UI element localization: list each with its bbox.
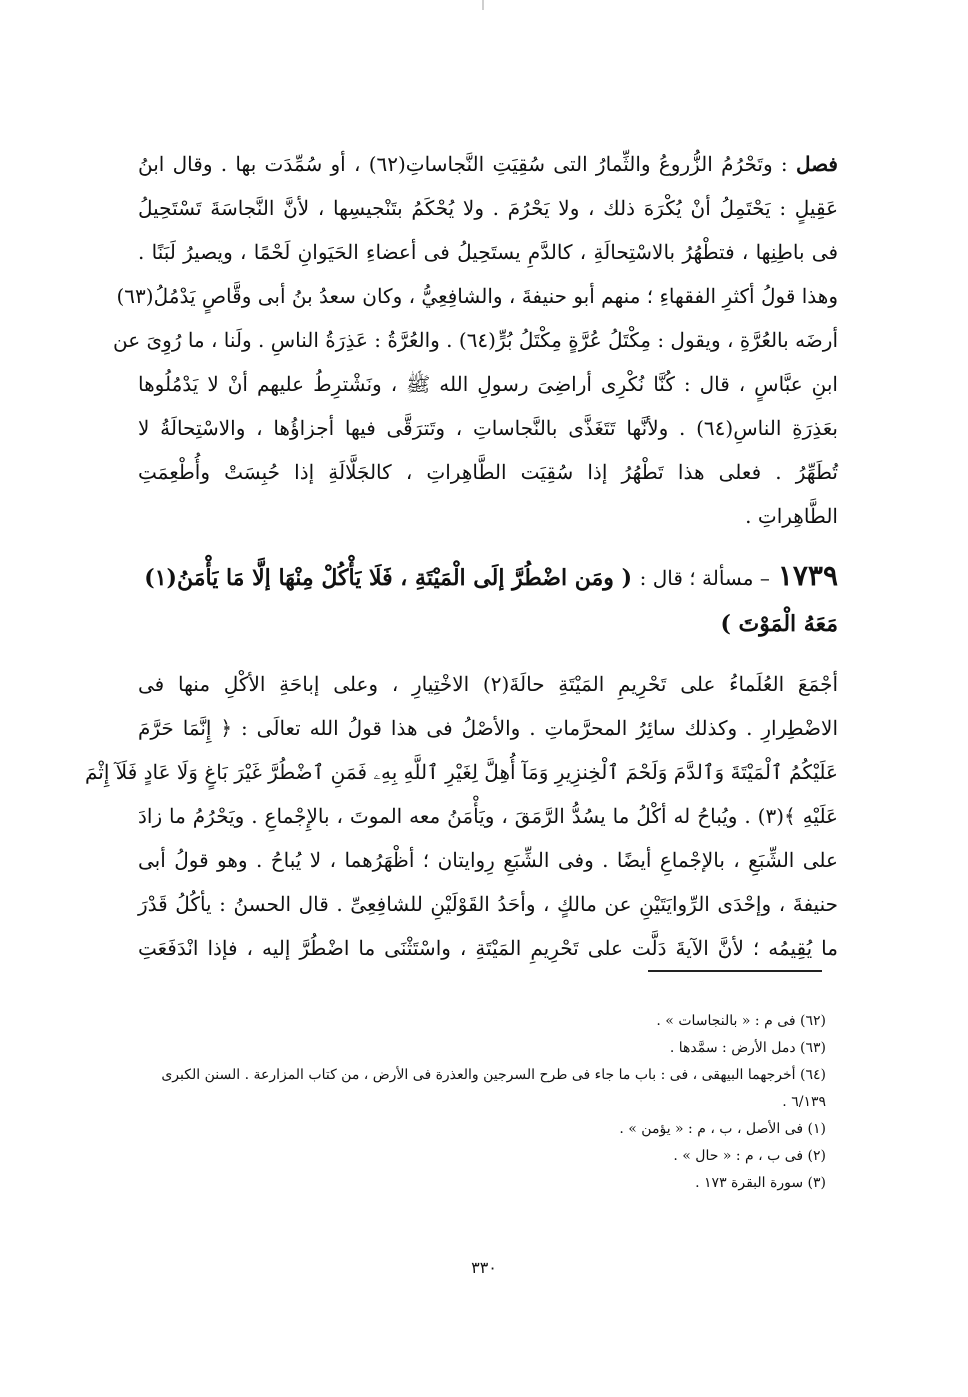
paragraph-line: بعَذِرَةِ الناسِ(٦٤) . ولأنَّها تَتَغَذَّى بالنَّجاساتِ ، وتَترَقَّى فيها أجزاؤُها ، والاسْتِحالَةُ لا: [138, 416, 838, 440]
section-gap: [138, 648, 838, 662]
footnote: (٦٣) دمل الأرض : سمَّدها .: [669, 1040, 826, 1056]
paragraph-line: ما يُقِيمُه ؛ لأنَّ الآيةَ دَلَّت على تَحْرِيمِ المَيْتَةِ ، واسْتَثْنَى ما اضْطُرَّ إليه ، فإذا انْدَفَعَتِ: [138, 936, 838, 960]
footnote: (٢) فى ب ، م : « حال » .: [673, 1148, 826, 1164]
paragraph-line: فى باطِنِها ، فتطْهُرُ بالاسْتِحالَةِ ، كالدَّمِ يستَحِيلُ فى أعضاءِ الحَيَوانِ لَحْمًا ، ويصيرُ لَبَنًا .: [138, 240, 838, 264]
masala-quote: ( ومَن اضْطُرَّ إلَى الْمَيْتَةِ ، فَلَا يَأْكُلْ مِنْهَا إلَّا مَا يَأْمَنُ(١): [144, 565, 632, 591]
paragraph-line: عَلَيْهِ ﴾(٣) . ويُباحُ له أكْلُ ما يسُدُّ الرَّمَقَ ، ويَأْمَنُ معه الموتَ ، بالإِجْماعِ . ويَحْرُمُ ما زادَ: [138, 804, 838, 828]
main-text: [84, 142, 839, 970]
page-number: ٣٣٠: [471, 1258, 497, 1277]
paragraph-line: تُطَهِّرُ . فعلى هذا تَطْهُرُ إذا سُقِيَت الطَّاهِراتِ ، كالجَلَّالَةِ إذا حُبِسَتْ وأُطْعِمَتِ: [138, 460, 838, 484]
masala-label: – مسألة ؛ قال :: [639, 566, 770, 590]
paragraph-line: فصل : وتَحْرُمُ الزُّروعُ والثِّمارُ التى سُقِيَتِ النَّجاساتِ(٦٢) ، أو سُمِّدَت بها . وقال ابنُ: [138, 152, 838, 176]
paragraph-line: عَلَيْكُمُ ٱلْمَيْتَةَ وَٱلدَّمَ وَلَحْمَ ٱلْخِنزِيرِ وَمَآ أُهِلَّ لِغَيْرِ ٱللَّهِ بِهِۦ فَمَنِ ٱضْطُرَّ غَيْرَ بَاغٍ وَلَا عَادٍ فَلَآ إِثْمَ: [84, 760, 838, 784]
masala-heading: [138, 552, 838, 600]
footnote: (٦٤) أخرجهما البيهقى ، فى : باب ما جاء فى طرح السرجين والعذرة فى الأرض ، من كتاب المزارعة . السنن الكبرى: [161, 1067, 826, 1083]
paragraph-line: الاضْطِرارِ . وكذلك سائِرُ المحرَّماتِ . والأصْلُ فى هذا قولُ الله تعالَى : ﴿ إِنَّمَا حَرَّمَ: [138, 716, 838, 740]
paragraph-line: حنيفةَ ، وإحْدَى الرِّوايَتَيْنِ عن مالكٍ ، وأحَدُ القَوْلَيْنِ للشافِعِىِّ . قال الحسنُ : يأكُلُ قَدْرَ: [138, 892, 838, 916]
paragraph-line: الطَّاهِراتِ .: [745, 504, 838, 528]
section-gap: [138, 538, 838, 552]
paragraph-line: وهذا قولُ أكثرِ الفقهاءِ ؛ منهم أبو حنيفةَ ، والشافِعِيُّ ، وكان سعدُ بنُ أبى وقَّاصٍ يَدْمُلُ(٦٣): [116, 284, 838, 308]
footnotes: [126, 1008, 826, 1197]
paragraph-line: ابنِ عبَّاسٍ ، قال : كُنَّا نُكْرِى أراضِىَ رسولِ الله ﷺ ، ونَشْترِطُ عليهم أنْ لا يَدْمُلُوها: [138, 372, 838, 396]
section-term: فصل: [795, 152, 838, 176]
footnote: (١) فى الأصل ، ب ، م : « يؤمن » .: [619, 1121, 826, 1137]
paragraph-line: عَقِيلٍ : يَحْتَمِلُ أنْ يُكْرَهَ ذلك ، ولا يَحْرُمَ . ولا يُحْكَمُ بتَنْجيسِها ، لأنَّ النَّجاسَةَ تَسْتَحِيلُ: [138, 196, 838, 220]
masala-number: ١٧٣٩: [777, 559, 838, 592]
footnote: (٣) سورة البقرة ١٧٣ .: [695, 1175, 826, 1191]
masala-heading-continued: مَعَهُ الْمَوْتَ ): [720, 611, 838, 637]
paragraph-line: على الشِّبَعِ ، بالإجْماعِ أيضًا . وفى الشِّبَعِ رِوايتان ؛ أظْهَرُهما ، لا يُباحُ . وهو قولُ أبى: [138, 848, 838, 872]
footnote: ٦/١٣٩ .: [782, 1094, 826, 1110]
footnote-divider: [648, 970, 822, 972]
paragraph-line: أرضَه بالعُرَّةِ ، ويقول : مِكْتَلُ عُرَّةٍ مِكْتَلُ بُرٍّ(٦٤) . والعُرَّةُ : عَذِرَةُ الناسِ . ولَنا ، ما رُوِىَ عن: [112, 328, 838, 352]
footnote: (٦٢) فى م : « بالنجاسات » .: [656, 1013, 826, 1029]
scan-top-mark: [482, 0, 484, 10]
paragraph-line: أجْمَعَ العُلَماءُ على تَحْرِيمِ المَيْتَةِ حالَةَ(٢) الاخْتِيارِ ، وعلى إباحَةِ الأكْلِ منها فى: [138, 672, 839, 696]
